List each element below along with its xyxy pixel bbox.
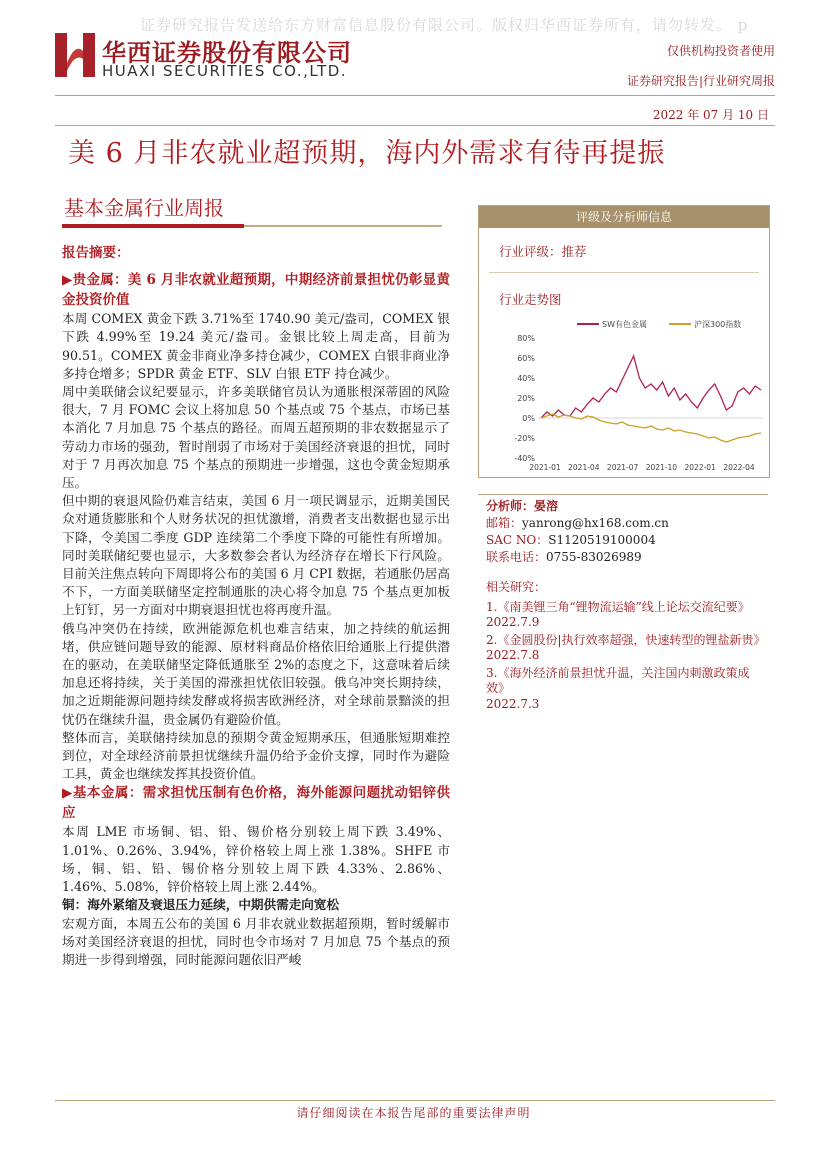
header-divider bbox=[55, 95, 775, 96]
sac-label: SAC NO： bbox=[486, 533, 549, 547]
report-category: 证券研究报告|行业研究周报 bbox=[626, 74, 775, 88]
rating-analyst-box bbox=[478, 205, 770, 478]
paragraph: 宏观方面，本周五公布的美国 6 月非农就业数据超预期，暂时缓解市场对美国经济衰退的担忧，同时也令市场对 7 月加息 75 个基点的预期进一步得到增强，同时能源问题依旧严峻 bbox=[62, 915, 450, 967]
report-title: 美 6 月非农就业超预期，海内外需求有待再提振 bbox=[68, 138, 666, 169]
related-date: 2022.7.8 bbox=[486, 648, 540, 662]
report-summary bbox=[62, 244, 450, 969]
y-tick-label: 80% bbox=[517, 334, 535, 343]
related-date: 2022.7.9 bbox=[486, 615, 540, 629]
phone-label: 联系电话： bbox=[486, 550, 547, 564]
related-date: 2022.7.3 bbox=[486, 696, 540, 711]
x-tick-label: 2021-01 bbox=[529, 463, 561, 472]
y-axis bbox=[514, 334, 535, 463]
analyst-sac: S1120519100004 bbox=[548, 533, 656, 547]
legend-label: SW有色金属 bbox=[602, 320, 647, 329]
legend-label: 沪深300指数 bbox=[694, 320, 742, 329]
company-name-cn: 华西证券股份有限公司 bbox=[102, 39, 352, 67]
y-tick-label: 20% bbox=[517, 394, 535, 403]
chart-series bbox=[541, 356, 761, 442]
y-tick-label: 0% bbox=[522, 414, 535, 423]
analyst-divider bbox=[478, 494, 768, 495]
industry-rating: 行业评级：推荐 bbox=[499, 244, 587, 259]
analyst-phone: 0755-83026989 bbox=[546, 550, 642, 564]
section-heading-precious-metals: ▶贵金属：美 6 月非农就业超预期，中期经济前景担忧仍彰显黄金投资价值 bbox=[62, 272, 450, 309]
paragraph: 本周 LME 市场铜、铝、铅、锡价格分别较上周下跌 3.49%、1.01%、0.26%、3.94%，锌价格较上周上涨 1.38%。SHFE 市场，铜、铝、铅、锡价格分别较上周下跌 4.33%、2.86%、1.46%、5.08%，锌价格较上周上涨 2.44%。 bbox=[62, 824, 450, 895]
paragraph: 整体而言，美联储持续加息的预期令黄金短期承压，但通胀短期难控到位，对全球经济前景担忧继续升温仍给予金价支撑，同时作为避险工具，黄金也继续发挥其投资价值。 bbox=[62, 729, 450, 782]
related-heading: 相关研究： bbox=[486, 580, 547, 594]
x-tick-label: 2021-07 bbox=[606, 463, 639, 472]
footer-divider bbox=[55, 1100, 775, 1101]
series-line bbox=[541, 356, 761, 418]
x-tick-label: 2022-01 bbox=[684, 463, 716, 472]
subheading-copper: 铜：海外紧缩及衰退压力延续，中期供需走向宽松 bbox=[62, 897, 340, 913]
related-research bbox=[486, 580, 766, 714]
y-tick-label: -20% bbox=[514, 434, 535, 443]
date-divider bbox=[55, 125, 775, 126]
analyst-info bbox=[486, 498, 766, 566]
company-name-en: HUAXI SECURITIES CO.,LTD. bbox=[102, 62, 348, 80]
paragraph: 但中期的衰退风险仍难言结束，美国 6 月一项民调显示，近期美国民众对通货膨胀和个人财务状况的担忧激增，消费者支出数据也显示出下降，令美国二季度 GDP 连续第二个季度下降的可能性有所增加。同时美联储纪要也显示，大多数参会者认为经济存在增长下行风险。目前关注焦点转向下周即将公布的美国 6 月 CPI 数据，若通胀仍居高不下，一方面美联储坚定控制通胀的决心将令加息 75 个基点更加板上钉钉，另一方面对中期衰退担忧也将再度升温。 bbox=[62, 493, 450, 618]
y-tick-label: 40% bbox=[517, 374, 535, 383]
box-divider bbox=[489, 272, 759, 273]
watermark: 证券研究报告发送给东方财富信息股份有限公司。版权归华西证券所有，请勿转发。 p bbox=[140, 16, 749, 34]
x-tick-label: 2022-04 bbox=[723, 463, 755, 472]
trend-chart-svg bbox=[507, 316, 769, 476]
y-tick-label: 60% bbox=[517, 354, 535, 363]
x-tick-label: 2021-10 bbox=[645, 463, 678, 472]
paragraph: 本周 COMEX 黄金下跌 3.71%至 1740.90 美元/盎司，COMEX 银下跌 4.99%至 19.24 美元/盎司。金银比较上周走高，目前为 90.51。COMEX 黄金非商业净多持仓减少，COMEX 白银非商业净多持仓增多；SPDR 黄金 ETF、SLV 白银 ETF 持仓减少。 bbox=[62, 311, 450, 381]
section-heading-base-metals: ▶基本金属：需求担忧压制有色价格，海外能源问题扰动铝锌供应 bbox=[62, 785, 450, 822]
related-link[interactable]: 1.《南美锂三角“锂物流运输”线上论坛交流纪要》 bbox=[486, 599, 750, 614]
legal-notice: 请仔细阅读在本报告尾部的重要法律声明 bbox=[296, 1106, 531, 1120]
subtitle-accent-bar bbox=[62, 224, 244, 228]
huaxi-logo-icon bbox=[55, 33, 95, 77]
related-link[interactable]: 2.《金圆股份|执行效率超强，快速转型的锂盐新贵》 bbox=[486, 632, 766, 647]
x-axis bbox=[529, 418, 763, 472]
paragraph: 俄乌冲突仍在持续，欧洲能源危机也难言结束，加之持续的航运拥堵，供应链问题导致的能源、原材料商品价格依旧给通胀上行提供潜在的驱动，在美联储坚定降低通胀至 2%的态度之下，这意味着后续加息还将持续，关于美国的滞涨担忧依旧较强。俄乌冲突长期持续，加之近期能源问题持续发酵或将损害欧洲经济，对全球前景黯淡的担忧仍在继续升温，贵金属仍有避险价值。 bbox=[62, 620, 450, 727]
analyst-email[interactable]: yanrong@hx168.com.cn bbox=[522, 516, 669, 530]
industry-trend-chart bbox=[507, 316, 769, 476]
report-date: 2022 年 07 月 10 日 bbox=[652, 108, 769, 122]
x-tick-label: 2021-04 bbox=[568, 463, 600, 472]
audience-note: 仅供机构投资者使用 bbox=[666, 44, 775, 58]
related-link[interactable]: 3.《海外经济前景担忧升温，关注国内刺激政策成效》 bbox=[486, 665, 750, 695]
paragraph: 周中美联储会议纪要显示，许多美联储官员认为通胀根深蒂固的风险很大，7 月 FOMC 会议上将加息 50 个基点或 75 个基点，市场已基本消化 7 月加息 75 个基点的路径。而周五超预期的非农数据显示了劳动力市场的强劲，暂时削弱了市场对于美国经济衰退的担忧，同时对于 7 月再次加息 75 个基点的预期进一步增强，这也令黄金短期承压。 bbox=[62, 384, 450, 491]
trend-chart-label: 行业走势图 bbox=[499, 292, 562, 307]
box-title: 评级及分析师信息 bbox=[479, 206, 769, 228]
email-label: 邮箱： bbox=[486, 516, 523, 530]
summary-label: 报告摘要： bbox=[62, 245, 130, 261]
report-subtitle: 基本金属行业周报 bbox=[64, 196, 224, 220]
analyst-name: 分析师：晏溶 bbox=[486, 499, 559, 513]
chart-legend bbox=[577, 319, 741, 329]
y-tick-label: -40% bbox=[514, 454, 535, 463]
